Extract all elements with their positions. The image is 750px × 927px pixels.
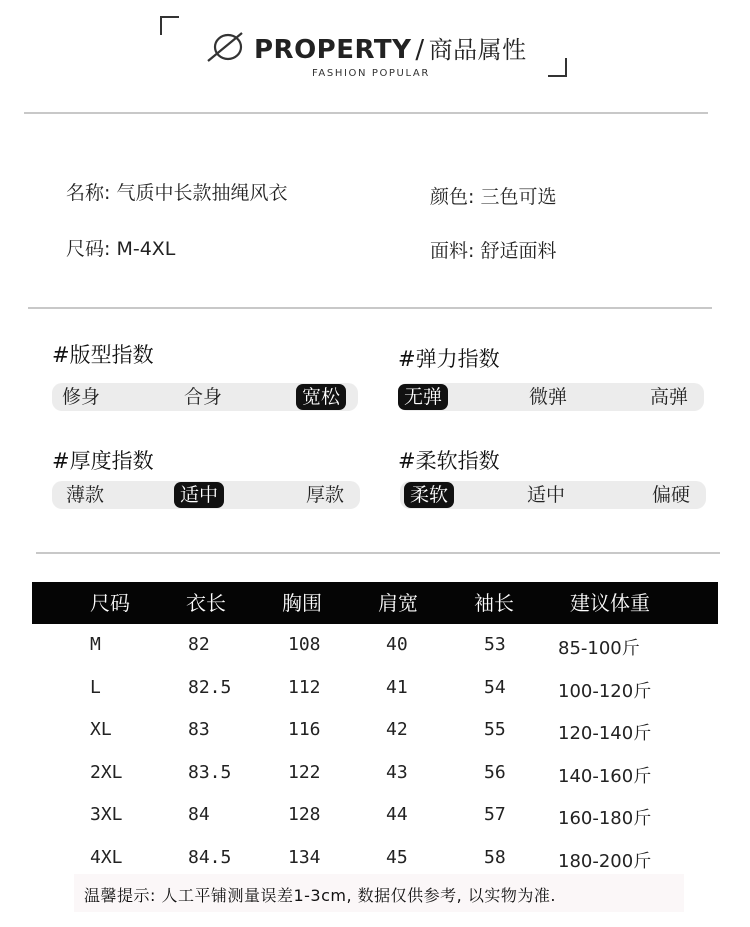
title-chinese: 商品属性 (428, 36, 527, 64)
table-cell: 58 (484, 846, 506, 868)
table-cell: 40 (386, 634, 408, 655)
column-header: 衣长 (186, 591, 226, 615)
softness-option: 适中 (527, 484, 566, 506)
column-header: 尺码 (90, 591, 130, 615)
size-cell: M (90, 634, 101, 655)
corner-bracket-bottom-right (548, 58, 567, 77)
table-cell: 180-200斤 (558, 850, 652, 872)
table-cell: 160-180斤 (558, 808, 652, 829)
title-separator: / (415, 35, 425, 65)
table-cell: 134 (288, 846, 321, 868)
title-english: PROPERTY (254, 35, 412, 65)
column-header: 胸围 (282, 591, 322, 615)
stretch-option-selected: 无弹 (398, 384, 448, 410)
table-cell: 120-140斤 (558, 723, 652, 744)
column-header: 建议体重 (570, 591, 650, 615)
table-cell: 83.5 (188, 761, 232, 783)
table-cell: 83 (188, 719, 210, 740)
table-cell: 44 (386, 804, 408, 825)
softness-option: 偏硬 (652, 484, 691, 506)
softness-index-title: #柔软指数 (398, 449, 500, 473)
table-cell: 122 (288, 761, 321, 783)
size-cell: 4XL (90, 846, 123, 868)
table-cell: 140-160斤 (558, 765, 652, 787)
fit-index-bar (52, 383, 358, 411)
page-subtitle: FASHION POPULAR (312, 68, 430, 79)
fit-option: 修身 (62, 386, 101, 408)
size-cell: 3XL (90, 804, 123, 825)
product-color: 颜色: 三色可选 (430, 186, 557, 208)
fit-index-title: #版型指数 (52, 343, 154, 367)
corner-bracket-top-left (160, 16, 179, 35)
table-cell: 85-100斤 (558, 638, 640, 659)
table-cell: 84 (188, 804, 210, 825)
stretch-index-bar (398, 383, 704, 411)
slashed-circle-logo-icon (204, 31, 246, 63)
fit-option: 合身 (184, 386, 223, 408)
size-cell: L (90, 676, 101, 698)
thickness-option: 厚款 (306, 484, 345, 506)
size-cell: 2XL (90, 761, 123, 783)
divider (36, 552, 720, 554)
stretch-index-title: #弹力指数 (398, 347, 500, 371)
softness-index-bar (400, 481, 706, 509)
stretch-option: 微弹 (529, 386, 568, 408)
table-cell: 100-120斤 (558, 680, 652, 702)
table-cell: 116 (288, 719, 321, 740)
softness-option-selected: 柔软 (404, 482, 454, 508)
table-cell: 57 (484, 804, 506, 825)
product-size: 尺码: M-4XL (66, 238, 176, 260)
page-title (254, 30, 527, 65)
table-cell: 55 (484, 719, 506, 740)
table-cell: 84.5 (188, 846, 232, 868)
product-name: 名称: 气质中长款抽绳风衣 (66, 182, 288, 204)
divider (24, 112, 708, 114)
table-cell: 42 (386, 719, 408, 740)
table-cell: 112 (288, 676, 321, 698)
table-cell: 108 (288, 634, 321, 655)
table-cell: 82 (188, 634, 210, 655)
fit-option-selected: 宽松 (296, 384, 346, 410)
divider (28, 307, 712, 309)
column-header: 肩宽 (378, 591, 418, 615)
table-cell: 54 (484, 676, 506, 698)
size-table-header (32, 582, 718, 624)
table-cell: 128 (288, 804, 321, 825)
stretch-option: 高弹 (650, 386, 689, 408)
table-cell: 45 (386, 846, 408, 868)
size-cell: XL (90, 719, 112, 740)
table-cell: 53 (484, 634, 506, 655)
thickness-index-title: #厚度指数 (52, 449, 154, 473)
measurement-note: 温馨提示: 人工平铺测量误差1-3cm, 数据仅供参考, 以实物为准. (84, 886, 556, 905)
thickness-index-bar (52, 481, 360, 509)
table-cell: 82.5 (188, 676, 232, 698)
table-cell: 43 (386, 761, 408, 783)
table-cell: 56 (484, 761, 506, 783)
thickness-option: 薄款 (66, 484, 105, 506)
thickness-option-selected: 适中 (174, 482, 224, 508)
column-header: 袖长 (474, 591, 514, 615)
table-cell: 41 (386, 676, 408, 698)
product-fabric: 面料: 舒适面料 (430, 240, 557, 262)
